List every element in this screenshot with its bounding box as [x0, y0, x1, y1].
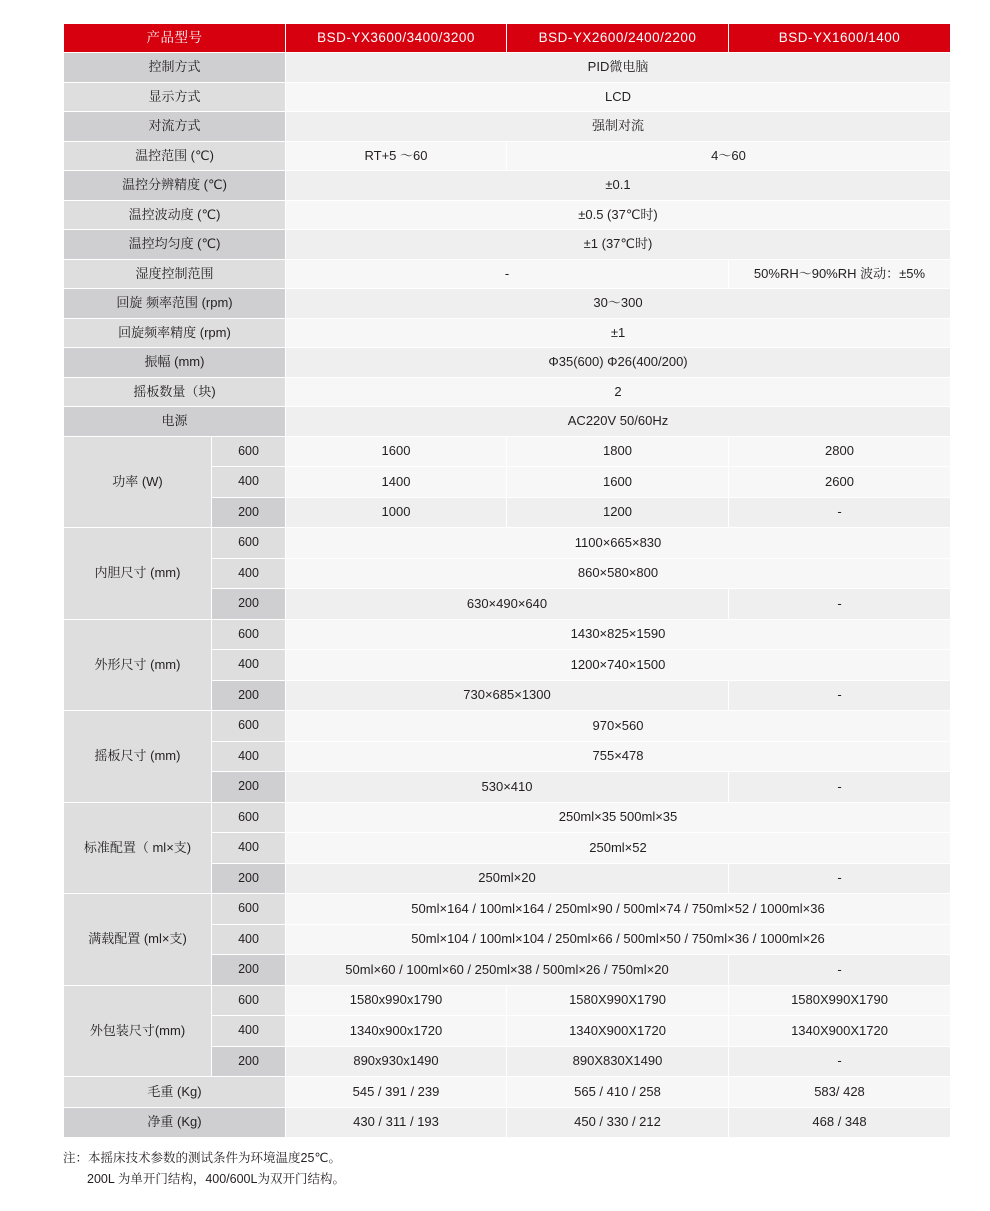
- table-row: [64, 985, 951, 1016]
- cell-merged: 50ml×164 / 100ml×164 / 250ml×90 / 500ml×74 / 750ml×52 / 1000ml×36: [286, 894, 951, 925]
- cell: -: [729, 772, 951, 803]
- group-label: 功率 (W): [64, 436, 212, 528]
- cell: 1340X900X1720: [729, 1016, 951, 1047]
- cell: 468 / 348: [729, 1107, 951, 1138]
- group-subkey: 600: [212, 711, 286, 742]
- table-row: [64, 528, 951, 559]
- specification-table: [63, 23, 951, 1138]
- row-label: 温控波动度 (℃): [64, 200, 286, 230]
- cell-merged: 860×580×800: [286, 558, 951, 589]
- row-value-b: 50%RH～90%RH 波动：±5%: [729, 259, 951, 289]
- cell-merged: 250ml×20: [286, 863, 729, 894]
- cell-merged: 50ml×60 / 100ml×60 / 250ml×38 / 500ml×26 / 750ml×20: [286, 955, 729, 986]
- row-label: 回旋 频率范围 (rpm): [64, 289, 286, 319]
- cell: 450 / 330 / 212: [507, 1107, 729, 1138]
- cell: 1800: [507, 436, 729, 467]
- row-label: 摇板数量（块): [64, 377, 286, 407]
- group-subkey: 400: [212, 558, 286, 589]
- cell-merged: 250ml×52: [286, 833, 951, 864]
- group-label: 标准配置（ ml×支): [64, 802, 212, 894]
- cell-merged: 630×490×640: [286, 589, 729, 620]
- row-label: 湿度控制范围: [64, 259, 286, 289]
- group-subkey: 200: [212, 589, 286, 620]
- group-subkey: 400: [212, 467, 286, 498]
- group-subkey: 600: [212, 619, 286, 650]
- row-value-a: -: [286, 259, 729, 289]
- row-label: 温控分辨精度 (℃): [64, 171, 286, 201]
- group-subkey: 400: [212, 650, 286, 681]
- cell: 1580X990X1790: [507, 985, 729, 1016]
- row-label: 温控均匀度 (℃): [64, 230, 286, 260]
- header-cell-series-2: BSD-YX2600/2400/2200: [507, 24, 729, 53]
- group-subkey: 400: [212, 741, 286, 772]
- footnote-line-1: 注：本摇床技术参数的测试条件为环境温度25℃。: [63, 1151, 341, 1165]
- row-value: AC220V 50/60Hz: [286, 407, 951, 437]
- table-row: [64, 436, 951, 467]
- table-row: [64, 289, 951, 319]
- group-subkey: 200: [212, 863, 286, 894]
- cell-merged: 1430×825×1590: [286, 619, 951, 650]
- group-subkey: 600: [212, 528, 286, 559]
- group-subkey: 600: [212, 894, 286, 925]
- cell: 1600: [507, 467, 729, 498]
- group-label: 外包装尺寸(mm): [64, 985, 212, 1077]
- cell-merged: 530×410: [286, 772, 729, 803]
- group-subkey: 400: [212, 924, 286, 955]
- table-row: [64, 230, 951, 260]
- table-row: [64, 894, 951, 925]
- cell: 890X830X1490: [507, 1046, 729, 1077]
- row-value: 强制对流: [286, 112, 951, 142]
- cell-merged: 50ml×104 / 100ml×104 / 250ml×66 / 500ml×50 / 750ml×36 / 1000ml×26: [286, 924, 951, 955]
- row-label: 对流方式: [64, 112, 286, 142]
- cell: 2800: [729, 436, 951, 467]
- table-row: [64, 112, 951, 142]
- cell: 1600: [286, 436, 507, 467]
- cell: -: [729, 1046, 951, 1077]
- row-value: 2: [286, 377, 951, 407]
- row-value-b: 4～60: [507, 141, 951, 171]
- table-row: [64, 171, 951, 201]
- table-row: [64, 1077, 951, 1108]
- cell: -: [729, 589, 951, 620]
- group-subkey: 400: [212, 833, 286, 864]
- cell: -: [729, 497, 951, 528]
- cell: 1400: [286, 467, 507, 498]
- cell: -: [729, 863, 951, 894]
- table-row: [64, 259, 951, 289]
- table-row: [64, 348, 951, 378]
- cell-merged: 970×560: [286, 711, 951, 742]
- group-label: 内胆尺寸 (mm): [64, 528, 212, 620]
- table-row: [64, 802, 951, 833]
- cell-merged: 1100×665×830: [286, 528, 951, 559]
- group-subkey: 600: [212, 802, 286, 833]
- group-subkey: 600: [212, 436, 286, 467]
- cell: 1340X900X1720: [507, 1016, 729, 1047]
- row-value: ±0.1: [286, 171, 951, 201]
- row-label: 电源: [64, 407, 286, 437]
- table-row: [64, 318, 951, 348]
- row-value: Φ35(600) Φ26(400/200): [286, 348, 951, 378]
- table-row: [64, 141, 951, 171]
- cell: 430 / 311 / 193: [286, 1107, 507, 1138]
- table-row: [64, 1107, 951, 1138]
- table-header: [64, 24, 951, 53]
- cell: 890x930x1490: [286, 1046, 507, 1077]
- row-label: 温控范围 (℃): [64, 141, 286, 171]
- cell: -: [729, 680, 951, 711]
- cell: 545 / 391 / 239: [286, 1077, 507, 1108]
- row-label: 回旋频率精度 (rpm): [64, 318, 286, 348]
- table-row: [64, 377, 951, 407]
- group-subkey: 200: [212, 497, 286, 528]
- row-value: ±1 (37℃时): [286, 230, 951, 260]
- group-subkey: 400: [212, 1016, 286, 1047]
- row-label: 振幅 (mm): [64, 348, 286, 378]
- cell-merged: 730×685×1300: [286, 680, 729, 711]
- table-row: [64, 619, 951, 650]
- table-row: [64, 82, 951, 112]
- group-subkey: 200: [212, 680, 286, 711]
- group-subkey: 200: [212, 1046, 286, 1077]
- header-cell-series-1: BSD-YX3600/3400/3200: [286, 24, 507, 53]
- row-value: LCD: [286, 82, 951, 112]
- cell-merged: 250ml×35 500ml×35: [286, 802, 951, 833]
- group-label: 摇板尺寸 (mm): [64, 711, 212, 803]
- row-value: 30～300: [286, 289, 951, 319]
- row-label: 显示方式: [64, 82, 286, 112]
- cell: 2600: [729, 467, 951, 498]
- cell: -: [729, 955, 951, 986]
- cell: 1000: [286, 497, 507, 528]
- cell: 1580X990X1790: [729, 985, 951, 1016]
- table-row: [64, 407, 951, 437]
- group-subkey: 600: [212, 985, 286, 1016]
- row-value-a: RT+5 ～60: [286, 141, 507, 171]
- cell-merged: 1200×740×1500: [286, 650, 951, 681]
- group-label: 满载配置 (ml×支): [64, 894, 212, 986]
- cell-merged: 755×478: [286, 741, 951, 772]
- cell: 583/ 428: [729, 1077, 951, 1108]
- cell: 1580x990x1790: [286, 985, 507, 1016]
- header-cell-model: 产品型号: [64, 24, 286, 53]
- group-subkey: 200: [212, 955, 286, 986]
- footnotes: [63, 1148, 345, 1189]
- row-label: 控制方式: [64, 53, 286, 83]
- row-value: ±0.5 (37℃时): [286, 200, 951, 230]
- footnote-line-2: 200L 为单开门结构，400/600L为双开门结构。: [87, 1171, 345, 1186]
- group-subkey: 200: [212, 772, 286, 803]
- table-row: [64, 53, 951, 83]
- group-label: 外形尺寸 (mm): [64, 619, 212, 711]
- row-label: 毛重 (Kg): [64, 1077, 286, 1108]
- cell: 1340x900x1720: [286, 1016, 507, 1047]
- header-cell-series-3: BSD-YX1600/1400: [729, 24, 951, 53]
- table-body: [64, 53, 951, 1138]
- row-label: 净重 (Kg): [64, 1107, 286, 1138]
- cell: 565 / 410 / 258: [507, 1077, 729, 1108]
- row-value: PID微电脑: [286, 53, 951, 83]
- table-row: [64, 200, 951, 230]
- row-value: ±1: [286, 318, 951, 348]
- table-row: [64, 711, 951, 742]
- cell: 1200: [507, 497, 729, 528]
